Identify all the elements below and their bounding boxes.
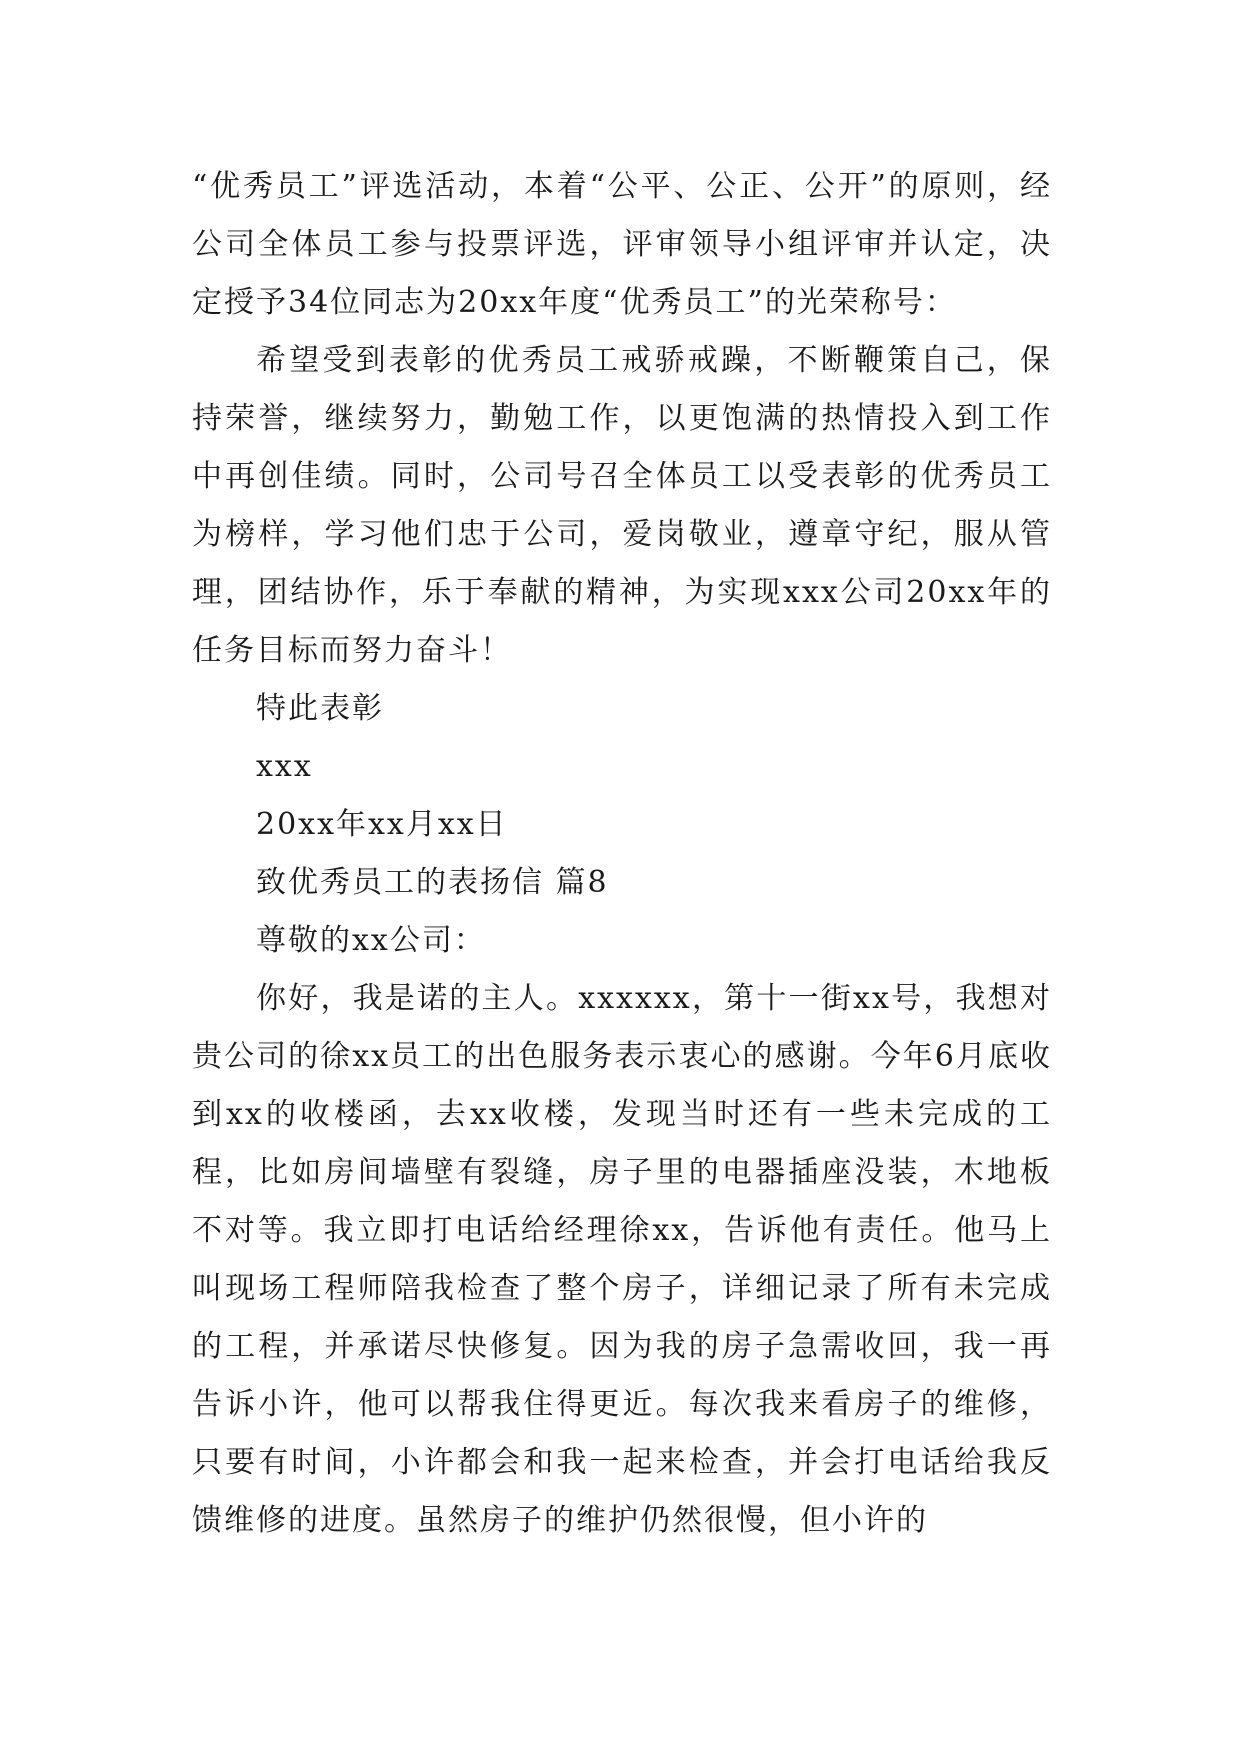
paragraph-commendation-closing: 特此表彰	[256, 691, 384, 726]
section-heading: 致优秀员工的表扬信 篇8	[256, 865, 609, 900]
paragraph-date: 20xx年xx月xx日	[256, 807, 508, 842]
paragraph-encouragement: 希望受到表彰的优秀员工戒骄戒躁，不断鞭策自己，保持荣誉，继续努力，勤勉工作，以更饱满的热情投入到工作中再创佳绩。同时，公司号召全体员工以受表彰的优秀员工为榜样，学习他们忠于公司，爱岗敬业，遵章守纪，服从管理，团结协作，乐于奉献的精神，为实现xxx公司20xx年的任务目标而努力奋斗！	[192, 343, 1052, 668]
paragraph-salutation: 尊敬的xx公司：	[256, 923, 486, 958]
paragraph-signature: xxx	[256, 749, 313, 784]
paragraph-letter-body: 你好，我是诺的主人。xxxxxx，第十一街xx号，我想对贵公司的徐xx员工的出色服务表示衷心的感谢。今年6月底收到xx的收楼函，去xx收楼，发现当时还有一些未完成的工程，比如房间墙壁有裂缝，房子里的电器插座没装，木地板不对等。我立即打电话给经理徐xx，告诉他有责任。他马上叫现场工程师陪我检查了整个房子，详细记录了所有未完成的工程，并承诺尽快修复。因为我的房子急需收回，我一再告诉小许，他可以帮我住得更近。每次我来看房子的维修，只要有时间，小许都会和我一起来检查，并会打电话给我反馈维修的进度。虽然房子的维护仍然很慢，但小许的	[192, 981, 1052, 1538]
paragraph-award-decision: “优秀员工”评选活动，本着“公平、公正、公开”的原则，经公司全体员工参与投票评选，评审领导小组评审并认定，决定授予34位同志为20xx年度“优秀员工”的光荣称号：	[192, 169, 1052, 320]
document-body	[192, 158, 1052, 1550]
